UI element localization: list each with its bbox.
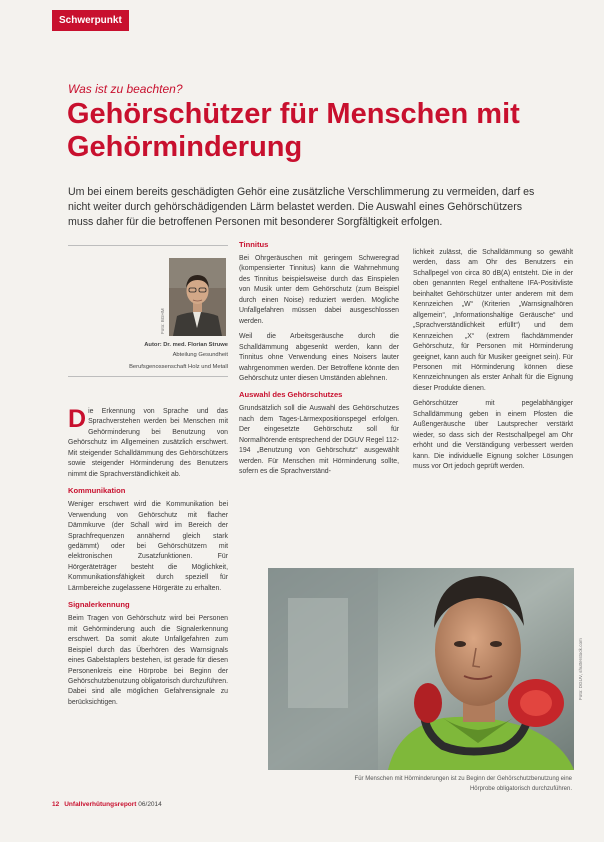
page-footer [52,801,162,808]
portrait-credit: Foto: BGHM [160,308,165,334]
page-number: 12 [52,801,60,808]
magazine-issue: 06/2014 [138,801,162,808]
paragraph-pegelabhaengig: Gehörschützer mit pegelabhängiger Schalldämmung geben in einem Pfosten die Außengeräusche über Lautsprecher verstärkt wieder, so dass sich der Restschallpegel am Ohr erhöht und die Verständigung verbessert werden kann. Die individuelle Eignung solcher Lösungen muss vor Ort jedoch geprüft werden. [413,400,573,471]
section-tag: Schwerpunkt [52,10,129,31]
author-department: Abteilung Gesundheit [172,352,228,358]
article-column-3 [413,248,573,478]
author-top-rule [68,245,228,246]
article-lead: Um bei einem bereits geschädigten Gehör eine zusätzliche Verschlimmerung zu vermeiden, darf es nicht weiter durch gehörschädigenden Lärm belastet werden. Die Auswahl eines Gehörschützers muss daher für die betroffenen Personen mit besonderer Sorgfältigkeit erfolgen. [68,186,535,228]
heading-signalerkennung: Signalerkennung [68,600,130,610]
paragraph-auswahl: Grundsätzlich soll die Auswahl des Gehörschutzes nach dem Tages-Lärmexpositionspegel erfolgen. Der eingesetzte Gehörschutz soll für Normalhörende entsprechend der DGUV Regel 112-194 „Benutzung von Gehörschutz“ ausgewählt werden. Für Menschen mit Hörminderung sollte, sofern es die Sprachverständ- [239,405,399,476]
article-column-2 [239,240,399,483]
intro-paragraph [68,407,228,480]
author-portrait [169,258,226,336]
article-photo [268,568,574,770]
paragraph-schalldaemmung: lichkeit zulässt, die Schalldämmung so gewählt werden, dass am Ohr des Benutzers ein Schallpegel von circa 80 dB(A) entsteht. Die in der oben genannten Regel enthaltene IFA-Positivliste beinhaltet Gehörschützer unter anderem mit dem Kennzeichen „W“ (Kriterien „Warnsignalhören allgemein“, „Informationshaltige Geräusche“ und „Sprachverständlichkeit erfüllt“) und dem Kennzeichen „X“ (extrem flachdämmender Gehörschutz, für Personen mit Hörminderung geeignet, kann auch für Musiker geeignet sein). Für Personen mit Hörminderung können diese Kennzeichnungen als erster Anhalt für die Eignung dieser Produkte dienen. [413,249,573,392]
magazine-name: Unfallverhütungsreport [64,801,137,808]
photo-credit: Foto: DGUV, shutterstock.com [578,638,583,700]
article-kicker: Was ist zu beachten? [68,82,183,96]
worker-with-earmuffs-image [268,568,574,770]
drop-cap: D [68,405,87,433]
author-portrait-image [169,258,226,336]
article-column-1 [68,407,228,713]
article-title: Gehörschützer für Menschen mit Gehörminderung [67,98,520,163]
photo-caption-line-1: Für Menschen mit Hörminderungen ist zu Beginn der Gehörschutzbenutzung eine [354,776,572,782]
photo-caption-line-2: Hörprobe obligatorisch durchzuführen. [469,786,572,792]
paragraph-tinnitus-2: Weil die Arbeitsgeräusche durch die Schalldämmung abgesenkt werden, kann der Tinnitus ohne Verwendung eines Noisers lauter wahrgenommen werden. Der Betroffene könnte den Gehörschutz unter diesen Umständen ablehnen. [239,333,399,382]
paragraph-tinnitus-1: Bei Ohrgeräuschen mit geringem Schweregrad (kompensierter Tinnitus) kann die Wahrnehmung des Tinnitus beispielsweise durch das Einspielen von Musik unter dem Gehörschutz (zum Beispiel durch einen Noise) reduziert werden. Mögliche Unfallgefahren müssen dabei ausgeschlossen werden. [239,255,399,325]
heading-tinnitus: Tinnitus [239,240,269,249]
heading-kommunikation: Kommunikation [68,486,126,496]
author-bottom-rule [68,376,228,377]
author-name: Autor: Dr. med. Florian Struwe [144,342,228,348]
intro-text: ie Erkennung von Sprache und das Sprachverstehen werden bei Menschen mit Gehörminderung bei Benutzung von Gehörschutz im Allgemeinen zusätzlich erschwert. Mit steigender Schalldämmung des Gehörschützers sowie steigender Hörminderung des Benutzers nimmt die Sprachverständlichkeit ab. [68,408,228,478]
paragraph-signalerkennung: Beim Tragen von Gehörschutz wird bei Personen mit Gehörminderung auch die Signalerkennung erschwert. Da somit akute Unfallgefahren zum Beispiel durch das Überhören des Warnsignals eines Gabelstaplers bestehen, ist gerade für diesen Personenkreis eine Hörprobe bei Beginn der Gehörschutzbenutzung obligatorisch durchzuführen. Dabei sind alle möglichen Gefahrensignale zu berücksichtigen. [68,615,228,706]
author-organisation: Berufsgenossenschaft Holz und Metall [129,364,228,370]
paragraph-kommunikation: Weniger erschwert wird die Kommunikation bei Verwendung von Gehörschutz mit flacher Dämmkurve (der Schall wird im Bereich der Sprachfrequenzen annähernd gleich stark gedämmt) oder bei Gehörschützern mit elektronischen Zusatzfunktionen. Für Hörgeräteträger besteht die Möglichkeit, Kommunikationsfähigkeit durch speziell für Lärmbereiche zugelassene Hörgeräte zu erhalten. [68,501,228,592]
heading-auswahl: Auswahl des Gehörschutzes [239,390,343,400]
photo-caption [272,774,572,794]
